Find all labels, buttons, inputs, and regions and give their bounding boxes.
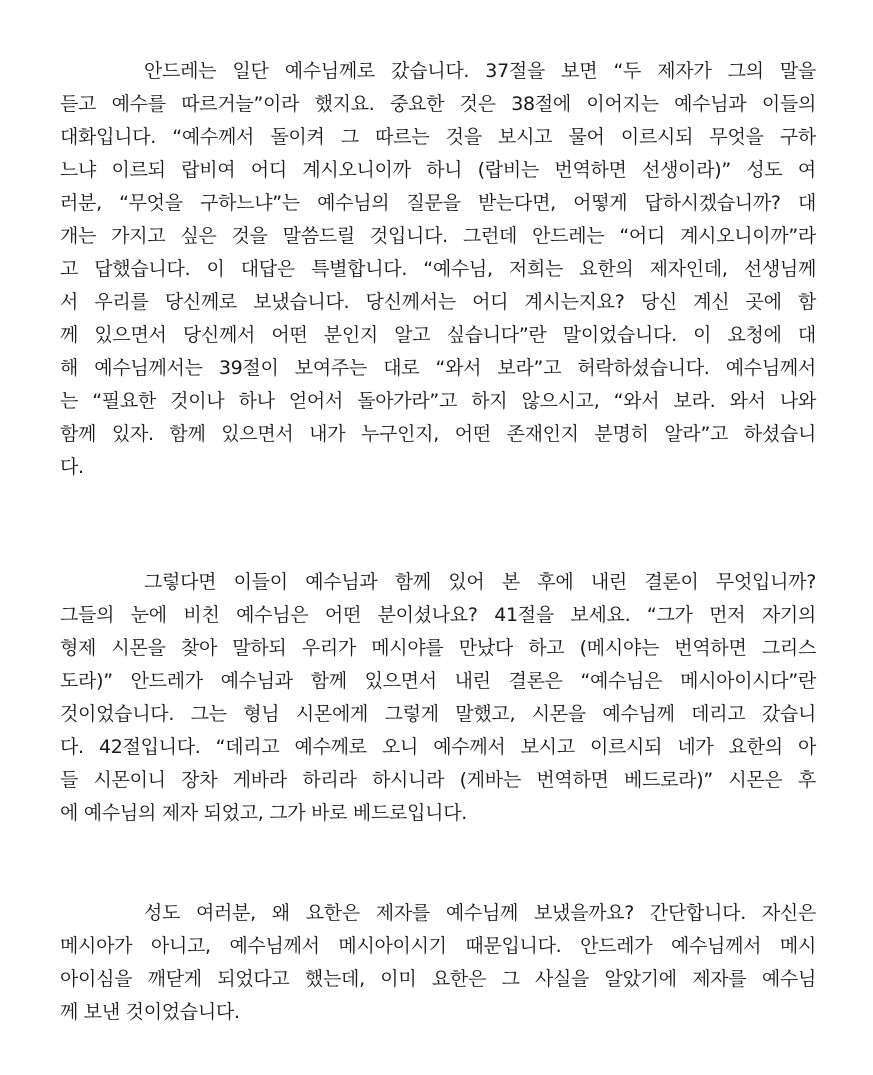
text-line: 느냐 이르되 랍비여 어디 계시오니이까 하니 (랍비는 번역하면 선생이라)” 성도 여 bbox=[60, 159, 816, 181]
text-line: 것이었습니다. 그는 형님 시몬에게 그렇게 말했고, 시몬을 예수님께 데리고 갔습니 bbox=[60, 703, 816, 725]
text-line: 다. 42절입니다. “데리고 예수께로 오니 예수께서 보시고 이르시되 네가 요한의 아 bbox=[60, 736, 816, 758]
text-line: 에 예수님의 제자 되었고, 그가 바로 베드로입니다. bbox=[60, 802, 467, 824]
paragraph-1 bbox=[60, 55, 816, 484]
paragraph-3 bbox=[60, 897, 816, 1029]
text-line: 고 답했습니다. 이 대답은 특별합니다. “예수님, 저희는 요한의 제자인데, 선생님께 bbox=[60, 258, 816, 280]
text-line: 러분, “무엇을 구하느냐”는 예수님의 질문을 받는다면, 어떻게 답하시겠습니까? 대 bbox=[60, 192, 816, 214]
text-line: 들 시몬이니 장차 게바라 하리라 하시니라 (게바는 번역하면 베드로라)” 시몬은 후 bbox=[60, 769, 816, 791]
text-line: 대화입니다. “예수께서 돌이켜 그 따르는 것을 보시고 물어 이르시되 무엇을 구하 bbox=[60, 126, 816, 148]
text-line: 그들의 눈에 비친 예수님은 어떤 분이셨나요? 41절을 보세요. “그가 먼저 자기의 bbox=[60, 604, 816, 626]
paragraph-2 bbox=[60, 566, 816, 830]
text-line: 서 우리를 당신께로 보냈습니다. 당신께서는 어디 계시는지요? 당신 계신 곳에 함 bbox=[60, 291, 816, 313]
text-line: 함께 있자. 함께 있으면서 내가 누구인지, 어떤 존재인지 분명히 알라”고 하셨습니 bbox=[60, 423, 816, 445]
text-line: 아이심을 깨닫게 되었다고 했는데, 이미 요한은 그 사실을 알았기에 제자를 예수님 bbox=[60, 968, 816, 990]
text-line: 개는 가지고 싶은 것을 말씀드릴 것입니다. 그런데 안드레는 “어디 계시오니이까”라 bbox=[60, 225, 816, 247]
text-line: 해 예수님께서는 39절이 보여주는 대로 “와서 보라”고 허락하셨습니다. 예수님께서 bbox=[60, 357, 816, 379]
text-line: 성도 여러분, 왜 요한은 제자를 예수님께 보냈을까요? 간단합니다. 자신은 bbox=[144, 902, 816, 924]
text-line: 께 보낸 것이었습니다. bbox=[60, 1001, 240, 1023]
text-line: 형제 시몬을 찾아 말하되 우리가 메시야를 만났다 하고 (메시야는 번역하면 그리스 bbox=[60, 637, 816, 659]
text-line: 그렇다면 이들이 예수님과 함께 있어 본 후에 내린 결론이 무엇입니까? bbox=[144, 571, 816, 593]
text-line: 는 “필요한 것이나 하나 얻어서 돌아가라”고 하지 않으시고, “와서 보라. 와서 나와 bbox=[60, 390, 816, 412]
text-line: 듣고 예수를 따르거늘”이라 했지요. 중요한 것은 38절에 이어지는 예수님과 이들의 bbox=[60, 93, 816, 115]
text-line: 께 있으면서 당신께서 어떤 분인지 알고 싶습니다”란 말이었습니다. 이 요청에 대 bbox=[60, 324, 816, 346]
text-line: 안드레는 일단 예수님께로 갔습니다. 37절을 보면 “두 제자가 그의 말을 bbox=[144, 60, 816, 82]
text-line: 다. bbox=[60, 456, 84, 478]
text-line: 도라)” 안드레가 예수님과 함께 있으면서 내린 결론은 “예수님은 메시아이시다”란 bbox=[60, 670, 816, 692]
text-line: 메시아가 아니고, 예수님께서 메시아이시기 때문입니다. 안드레가 예수님께서 메시 bbox=[60, 935, 816, 957]
